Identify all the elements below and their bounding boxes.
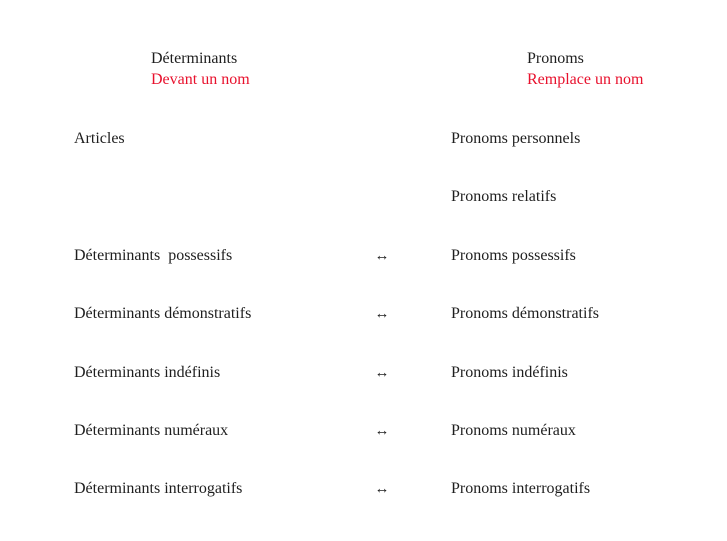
left-term: Articles xyxy=(74,130,125,147)
pronoms-subtitle: Remplace un nom xyxy=(527,71,644,88)
left-right-arrow-icon: ↔ xyxy=(374,248,390,264)
pronoms-title: Pronoms xyxy=(527,50,584,67)
row-possessifs xyxy=(0,246,727,266)
left-term: Déterminants numéraux xyxy=(74,422,229,439)
row-interrogatifs xyxy=(0,479,727,499)
right-term: Pronoms possessifs xyxy=(451,247,576,264)
left-term: Déterminants interrogatifs xyxy=(74,480,243,497)
left-term: Déterminants démonstratifs xyxy=(74,305,252,322)
pronoms-column-header xyxy=(527,48,643,90)
left-right-arrow-icon: ↔ xyxy=(374,306,390,322)
row-articles xyxy=(0,129,727,149)
right-term: Pronoms relatifs xyxy=(451,188,557,205)
left-right-arrow-icon: ↔ xyxy=(374,365,390,381)
left-right-arrow-icon: ↔ xyxy=(374,423,390,439)
right-term: Pronoms personnels xyxy=(451,130,581,147)
right-term: Pronoms interrogatifs xyxy=(451,480,591,497)
left-right-arrow-icon: ↔ xyxy=(374,481,390,497)
determinants-subtitle: Devant un nom xyxy=(151,71,250,88)
right-term: Pronoms démonstratifs xyxy=(451,305,599,322)
row-relatifs xyxy=(0,187,727,207)
row-numeraux xyxy=(0,421,727,441)
determinants-column-header xyxy=(151,48,250,90)
row-demonstratifs xyxy=(0,304,727,324)
left-term: Déterminants possessifs xyxy=(74,247,233,264)
row-indefinis xyxy=(0,363,727,383)
right-term: Pronoms indéfinis xyxy=(451,364,568,381)
determinants-title: Déterminants xyxy=(151,50,238,67)
left-term: Déterminants indéfinis xyxy=(74,364,221,381)
right-term: Pronoms numéraux xyxy=(451,422,576,439)
